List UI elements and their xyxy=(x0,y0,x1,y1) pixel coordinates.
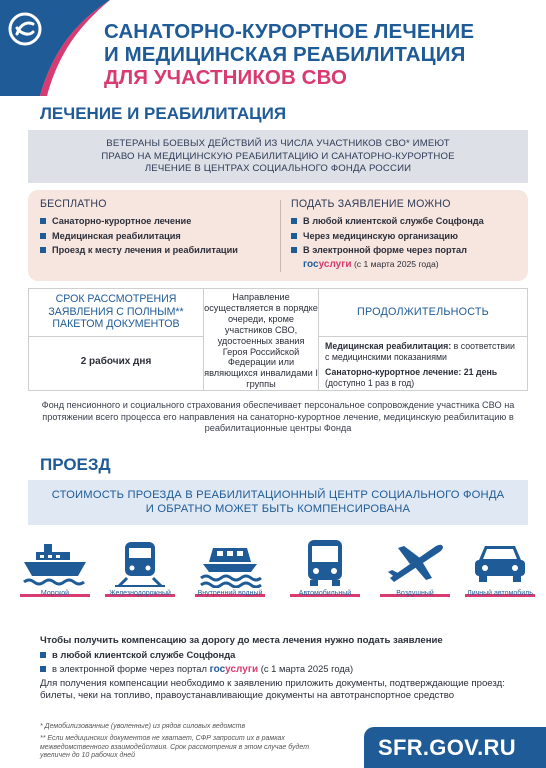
banner-line-1: СТОИМОСТЬ ПРОЕЗДА В РЕАБИЛИТАЦИОННЫЙ ЦЕНТР СОЦИАЛЬНОГО ФОНДА xyxy=(51,489,505,501)
sfr-logo-icon xyxy=(8,12,42,46)
gosuslugi-logo xyxy=(303,259,352,270)
column-divider xyxy=(280,200,281,272)
compensation-block xyxy=(40,635,530,701)
footnote-2: ** Если медицинских документов не хватает, СФР запросит их в рамках межведомственного взаимодействия. Срок рассмотрения в этом случае будет увеличен до 10 рабочих дней xyxy=(40,735,310,759)
compensation-heading: Чтобы получить компенсацию за дорогу до места лечения нужно подать заявление xyxy=(40,635,443,646)
ship-icon xyxy=(20,538,90,588)
duration-header: ПРОДОЛЖИТЕЛЬНОСТЬ xyxy=(319,289,527,337)
title-line-2: И МЕДИЦИНСКАЯ РЕАБИЛИТАЦИЯ xyxy=(104,43,466,66)
gosuslugi-note: (с 1 марта 2025 года) xyxy=(353,258,439,269)
apply-column xyxy=(291,198,523,270)
gosuslugi-part-1: гос xyxy=(209,664,226,675)
free-column xyxy=(40,198,275,259)
transport-label: Железнодорожный xyxy=(109,590,171,597)
transport-sea xyxy=(15,538,95,599)
plane-icon xyxy=(380,538,450,588)
title-line-1: САНАТОРНО-КУРОРТНОЕ ЛЕЧЕНИЕ xyxy=(104,20,475,43)
apply-item: В электронной форме через портал xyxy=(291,244,523,256)
transport-label: Внутренний водный xyxy=(197,590,263,597)
med-duration-text: в соответствии с медицинскими показаниями xyxy=(325,341,515,362)
compensation-item-text: в электронной форме через портал xyxy=(52,663,207,674)
gosuslugi-line xyxy=(291,259,523,270)
banner-line-2: И ОБРАТНО МОЖЕТ БЫТЬ КОМПЕНСИРОВАНА xyxy=(145,503,411,515)
free-item: Санаторно-курортное лечение xyxy=(40,215,275,227)
transport-label: Личный автомобиль xyxy=(467,590,533,597)
compensation-item: в любой клиентской службе Соцфонда xyxy=(40,649,530,661)
transport-river xyxy=(190,538,270,599)
review-period-value: 2 рабочих дня xyxy=(29,337,204,390)
transport-label: Морской xyxy=(40,590,70,597)
gosuslugi-part-2: услуги xyxy=(225,664,259,675)
free-item: Медицинская реабилитация xyxy=(40,230,275,242)
review-period-header: СРОК РАССМОТРЕНИЯ ЗАЯВЛЕНИЯ С ПОЛНЫМ** ПАКЕТОМ ДОКУМЕНТОВ xyxy=(29,289,204,337)
train-icon xyxy=(105,538,175,588)
transport-auto xyxy=(285,538,365,599)
free-item: Проезд к месту лечения и реабилитации xyxy=(40,244,275,256)
transport-car xyxy=(460,538,540,599)
transport-icons xyxy=(20,538,536,618)
info-table xyxy=(28,288,528,391)
site-link[interactable]: SFR.GOV.RU xyxy=(364,727,546,768)
compensation-note: (с 1 марта 2025 года) xyxy=(260,663,354,674)
transport-label: Воздушный xyxy=(396,590,434,597)
apply-item: В любой клиентской службе Соцфонда xyxy=(291,215,523,227)
transport-air xyxy=(375,538,455,599)
bus-icon xyxy=(290,538,360,588)
med-duration xyxy=(325,341,521,363)
section-heading-treatment: ЛЕЧЕНИЕ И РЕАБИЛИТАЦИЯ xyxy=(40,104,287,123)
san-duration-text: (доступно 1 раз в год) xyxy=(325,378,415,388)
gosuslugi-logo xyxy=(210,664,259,675)
apply-heading: ПОДАТЬ ЗАЯВЛЕНИЕ МОЖНО xyxy=(291,198,451,210)
san-duration-label: Санаторно-курортное лечение: 21 день xyxy=(325,367,498,377)
san-duration xyxy=(325,367,521,378)
section-heading-travel: ПРОЕЗД xyxy=(40,455,111,474)
apply-item: Через медицинскую организацию xyxy=(291,230,523,242)
intro-line-1: ВЕТЕРАНЫ БОЕВЫХ ДЕЙСТВИЙ ИЗ ЧИСЛА УЧАСТНИКОВ СВО* ИМЕЮТ xyxy=(106,138,450,149)
benefits-box xyxy=(28,190,528,281)
travel-banner xyxy=(28,480,528,525)
transport-label: Автомобильный xyxy=(298,590,352,597)
car-icon xyxy=(465,538,535,588)
intro-line-3: ЛЕЧЕНИЕ В ЦЕНТРАХ СОЦИАЛЬНОГО ФОНДА РОССИИ xyxy=(144,163,412,175)
compensation-item xyxy=(40,663,530,676)
free-heading: БЕСПЛАТНО xyxy=(40,198,107,210)
fond-support-text: Фонд пенсионного и социального страхования обеспечивает персональное сопровождение участника СВО на протяжении всего процесса его направления на санаторно-курортное лечение, медицинскую реабилитацию в реабилитационные центры Фонда xyxy=(41,400,515,434)
footnote-1: * Демобилизованные (уволенные) из рядов силовых ведомств xyxy=(40,723,246,730)
intro-box xyxy=(28,130,528,183)
duration-values xyxy=(319,337,527,390)
direction-text: Направление осуществляется в порядке очереди, кроме участников СВО, удостоенных звания Героя Российской Федерации или являющихся инвалидами I группы xyxy=(204,289,319,390)
transport-rail xyxy=(100,538,180,599)
intro-line-2: ПРАВО НА МЕДИЦИНСКУЮ РЕАБИЛИТАЦИЮ И САНАТОРНО-КУРОРТНОЕ xyxy=(101,150,455,162)
gosuslugi-part-2: услуги xyxy=(318,258,352,270)
compensation-paragraph: Для получения компенсации необходимо к заявлению приложить документы, подтверждающие проезд: билеты, чеки на топливо, правоустанавливающие документы на автотранспортное средство xyxy=(40,678,505,701)
river-boat-icon xyxy=(195,538,265,588)
title-line-3: ДЛЯ УЧАСТНИКОВ СВО xyxy=(104,66,348,89)
med-duration-label: Медицинская реабилитация: xyxy=(325,341,452,351)
gosuslugi-part-1: гос xyxy=(303,258,319,270)
page-title xyxy=(104,20,534,89)
